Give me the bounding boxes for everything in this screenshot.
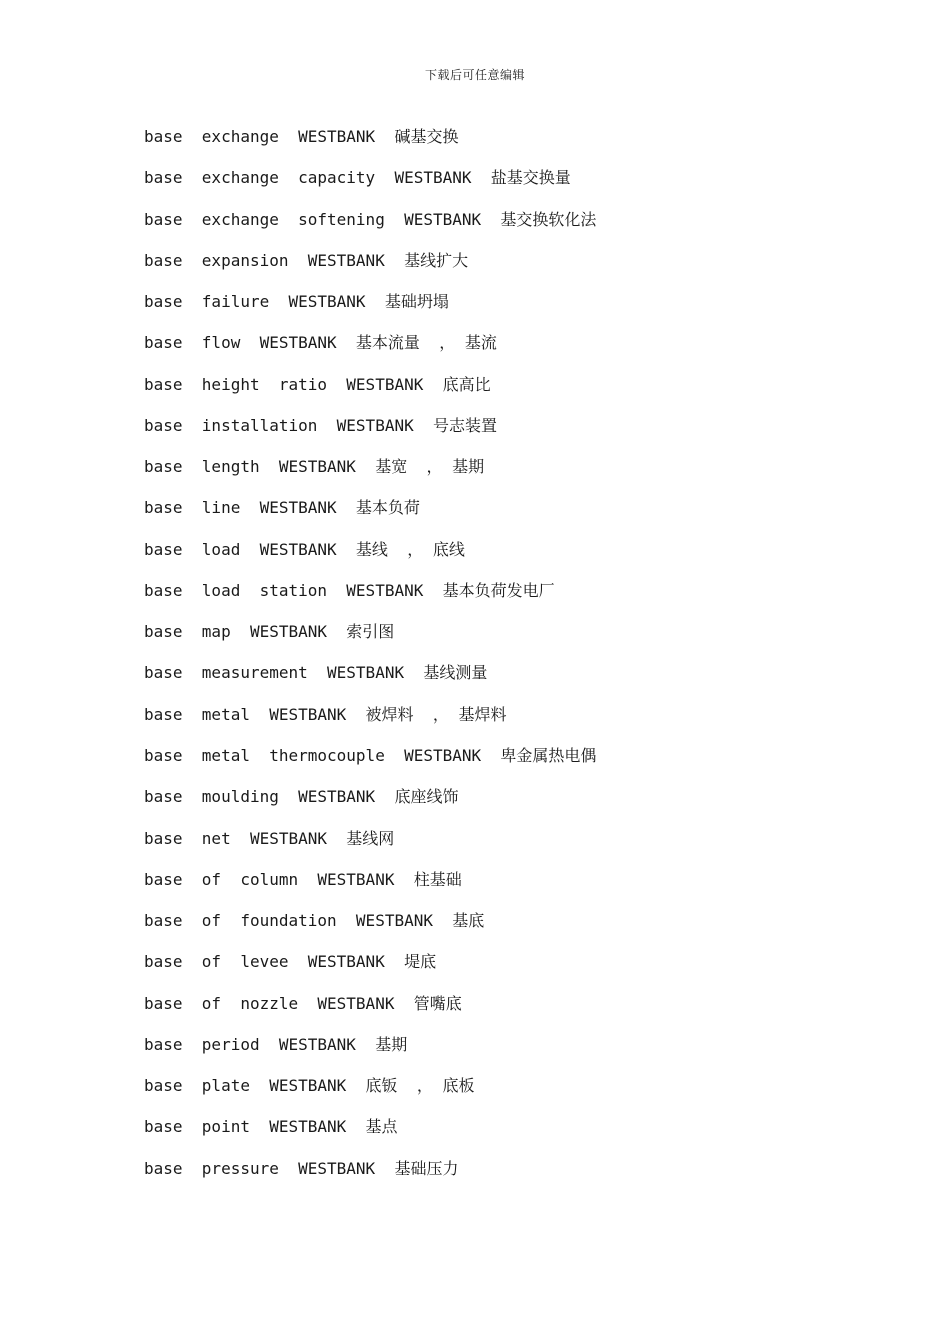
glossary-entry: base metal thermocouple WESTBANK 卑金属热电偶 [144,745,597,765]
glossary-entry: base map WESTBANK 索引图 [144,622,395,642]
glossary-entry: base line WESTBANK 基本负荷 [144,498,420,518]
glossary-entry: base period WESTBANK 基期 [144,1034,408,1054]
glossary-entry: base load WESTBANK 基线 ， 底线 [144,539,465,559]
glossary-entry: base point WESTBANK 基点 [144,1117,398,1137]
glossary-entry: base failure WESTBANK 基础坍塌 [144,292,449,312]
glossary-entry: base net WESTBANK 基线网 [144,828,395,848]
glossary-entry: base exchange capacity WESTBANK 盐基交换量 [144,168,571,188]
glossary-entry: base installation WESTBANK 号志装置 [144,415,497,435]
glossary-entry: base exchange WESTBANK 碱基交换 [144,127,459,146]
glossary-entry: base flow WESTBANK 基本流量 ， 基流 [144,333,497,353]
glossary-entry: base metal WESTBANK 被焊料 ， 基焊料 [144,704,507,724]
glossary-entry: base plate WESTBANK 底钣 ， 底板 [144,1076,475,1096]
glossary-entry: base of column WESTBANK 柱基础 [144,869,462,889]
glossary-entry: base expansion WESTBANK 基线扩大 [144,250,469,270]
glossary-entry: base pressure WESTBANK 基础压力 [144,1158,459,1178]
glossary-entry: base measurement WESTBANK 基线测量 [144,663,488,683]
glossary-entry: base of nozzle WESTBANK 管嘴底 [144,993,462,1013]
glossary-entry: base exchange softening WESTBANK 基交换软化法 [144,209,597,229]
glossary-entry: base of foundation WESTBANK 基底 [144,911,485,931]
glossary-list [144,122,596,1195]
glossary-entry: base moulding WESTBANK 底座线饰 [144,787,459,807]
glossary-entry: base length WESTBANK 基宽 ， 基期 [144,457,485,477]
glossary-entry: base load station WESTBANK 基本负荷发电厂 [144,580,555,600]
glossary-entry: base of levee WESTBANK 堤底 [144,952,437,972]
page-header: 下载后可任意编辑 [424,68,525,82]
glossary-entry: base height ratio WESTBANK 底高比 [144,374,491,394]
